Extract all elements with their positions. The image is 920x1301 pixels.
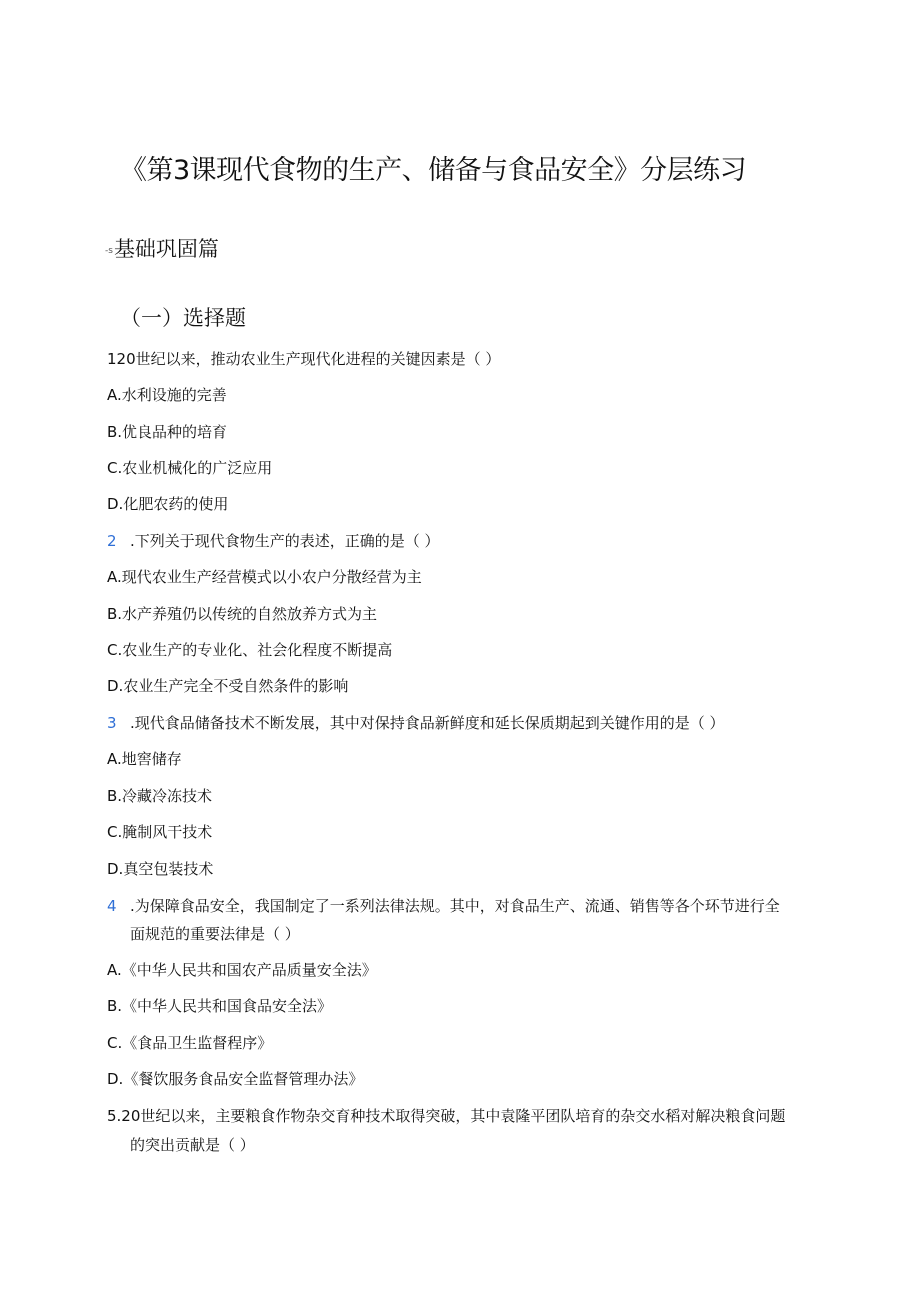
document-title: 《第3课现代食物的生产、储备与食品安全》分层练习 bbox=[120, 155, 747, 186]
question-2-option-a: A.现代农业生产经营模式以小农户分散经营为主 bbox=[107, 568, 422, 586]
question-text: .为保障食品安全，我国制定了一系列法律法规。其中，对食品生产、流通、销售等各个环节进行全 bbox=[130, 897, 780, 915]
question-text: .下列关于现代食物生产的表述，正确的是（ ） bbox=[130, 532, 440, 550]
question-3-option-c: C.腌制风干技术 bbox=[107, 823, 213, 841]
question-number: 4 bbox=[107, 897, 117, 915]
section-label: 基础巩固篇 bbox=[113, 237, 219, 261]
question-number: 3 bbox=[107, 714, 117, 732]
question-4-option-a: A.《中华人民共和国农产品质量安全法》 bbox=[107, 961, 377, 979]
question-1-option-d: D.化肥农药的使用 bbox=[107, 495, 229, 513]
question-4-option-d: D.《餐饮服务食品安全监督管理办法》 bbox=[107, 1070, 364, 1088]
question-3-option-d: D.真空包装技术 bbox=[107, 860, 214, 878]
question-2-option-b: B.水产养殖仍以传统的自然放养方式为主 bbox=[107, 605, 378, 623]
question-1-option-a: A.水利设施的完善 bbox=[107, 386, 227, 404]
question-2-option-d: D.农业生产完全不受自然条件的影响 bbox=[107, 677, 349, 695]
question-5-stem-continued: 的突出贡献是（ ） bbox=[130, 1136, 255, 1154]
question-3-option-b: B.冷藏冷冻技术 bbox=[107, 787, 213, 805]
question-3-stem bbox=[107, 713, 725, 733]
section-heading bbox=[105, 233, 219, 263]
question-2-option-c: C.农业生产的专业化、社会化程度不断提高 bbox=[107, 641, 393, 659]
question-1-stem: 120世纪以来，推动农业生产现代化进程的关键因素是（ ） bbox=[107, 350, 501, 368]
question-4-stem bbox=[107, 896, 780, 916]
question-4-option-c: C.《食品卫生监督程序》 bbox=[107, 1034, 273, 1052]
question-4-option-b: B.《中华人民共和国食品安全法》 bbox=[107, 997, 333, 1015]
question-1-option-b: B.优良品种的培育 bbox=[107, 423, 228, 441]
subsection-heading: （一）选择题 bbox=[120, 306, 246, 330]
question-number: 2 bbox=[107, 532, 117, 550]
section-marker: -s bbox=[105, 246, 113, 256]
question-5-stem: 5.20世纪以来，主要粮食作物杂交育种技术取得突破，其中袁隆平团队培育的杂交水稻对解决粮食问题 bbox=[107, 1107, 786, 1125]
question-2-stem bbox=[107, 531, 440, 551]
question-1-option-c: C.农业机械化的广泛应用 bbox=[107, 459, 273, 477]
question-text: .现代食品储备技术不断发展，其中对保持食品新鲜度和延长保质期起到关键作用的是（ ） bbox=[130, 714, 725, 732]
question-3-option-a: A.地窖储存 bbox=[107, 750, 182, 768]
question-4-stem-continued: 面规范的重要法律是（ ） bbox=[130, 925, 300, 943]
